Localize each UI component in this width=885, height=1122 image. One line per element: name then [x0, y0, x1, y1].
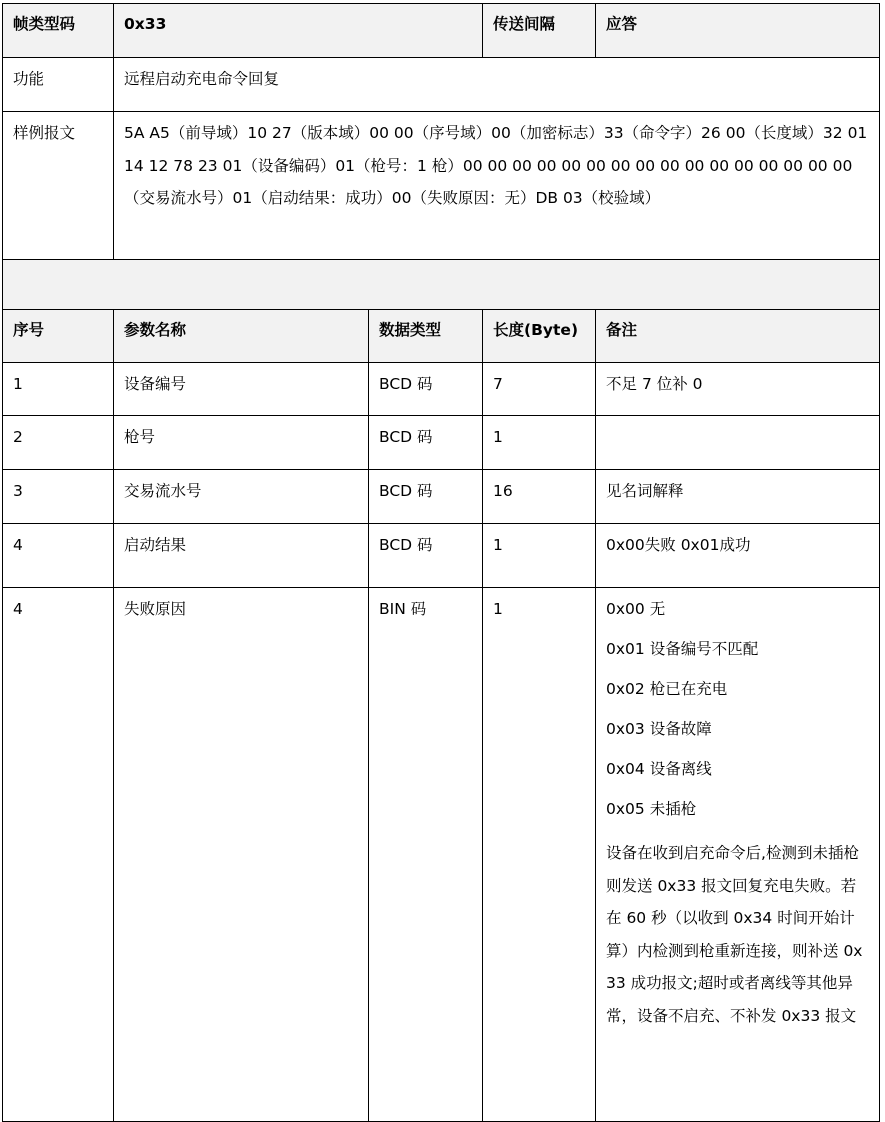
failure-code-line: 0x04 设备离线 — [606, 760, 712, 778]
failure-code-line: 0x03 设备故障 — [606, 720, 712, 738]
row-param-name: 交易流水号 — [114, 470, 369, 524]
col-remark-header: 备注 — [596, 310, 880, 363]
transfer-interval-label: 传送间隔 — [483, 4, 596, 58]
function-value: 远程启动充电命令回复 — [114, 58, 880, 112]
failure-code-line: 0x01 设备编号不匹配 — [606, 640, 759, 658]
separator-cell — [3, 260, 880, 310]
sample-label: 样例报文 — [3, 112, 114, 260]
row-param-name: 启动结果 — [114, 524, 369, 588]
table-row — [3, 470, 880, 524]
row-seq: 1 — [3, 363, 114, 416]
row-param-name: 设备编号 — [114, 363, 369, 416]
row-length: 1 — [483, 524, 596, 588]
col-data-type-header: 数据类型 — [369, 310, 483, 363]
row-remark — [596, 416, 880, 470]
row-param-name: 失败原因 — [114, 588, 369, 1122]
frame-type-value: 0x33 — [114, 4, 483, 58]
row-data-type: BCD 码 — [369, 524, 483, 588]
frame-type-label: 帧类型码 — [3, 4, 114, 58]
row-remark: 0x00失败 0x01成功 — [596, 524, 880, 588]
row-data-type: BCD 码 — [369, 363, 483, 416]
failure-note-paragraph: 设备在收到启充命令后,检测到未插枪则发送 0x33 报文回复充电失败。若在 60 秒（以收到 0x34 时间开始计算）内检测到枪重新连接，则补送 0x33 成功报文;超时或者离线等其他异常，设备不启充、不补发 0x33 报文 — [606, 844, 863, 1025]
row-param-name: 枪号 — [114, 416, 369, 470]
separator-row — [3, 260, 880, 310]
sample-row — [3, 112, 880, 260]
table-row — [3, 416, 880, 470]
function-label: 功能 — [3, 58, 114, 112]
row-length: 1 — [483, 416, 596, 470]
column-header-row — [3, 310, 880, 363]
response-label: 应答 — [596, 4, 880, 58]
row-data-type: BIN 码 — [369, 588, 483, 1122]
table-row — [3, 588, 880, 1122]
failure-code-line: 0x05 未插枪 — [606, 800, 697, 818]
row-remark — [596, 588, 880, 1122]
failure-code-line: 0x02 枪已在充电 — [606, 680, 728, 698]
table-row — [3, 363, 880, 416]
table-row — [3, 524, 880, 588]
row-length: 1 — [483, 588, 596, 1122]
row-data-type: BCD 码 — [369, 416, 483, 470]
col-seq-header: 序号 — [3, 310, 114, 363]
sample-value: 5A A5（前导域）10 27（版本域）00 00（序号域）00（加密标志）33（命令字）26 00（长度域）32 01 14 12 78 23 01（设备编码）01（枪号：1 枪）00 00 00 00 00 00 00 00 00 00 00 00 00 00 00 00（交易流水号）01（启动结果：成功）00（失败原因：无）DB 03（校验域） — [114, 112, 880, 260]
row-seq: 3 — [3, 470, 114, 524]
function-row — [3, 58, 880, 112]
row-data-type: BCD 码 — [369, 470, 483, 524]
failure-code-line: 0x00 无 — [606, 600, 666, 618]
row-seq: 4 — [3, 588, 114, 1122]
row-seq: 4 — [3, 524, 114, 588]
row-seq: 2 — [3, 416, 114, 470]
col-length-header: 长度(Byte) — [483, 310, 596, 363]
row-length: 7 — [483, 363, 596, 416]
row-remark: 不足 7 位补 0 — [596, 363, 880, 416]
row-remark: 见名词解释 — [596, 470, 880, 524]
col-param-name-header: 参数名称 — [114, 310, 369, 363]
frame-header-row — [3, 4, 880, 58]
protocol-document — [2, 3, 879, 1092]
frame-spec-table — [2, 3, 880, 1122]
row-length: 16 — [483, 470, 596, 524]
